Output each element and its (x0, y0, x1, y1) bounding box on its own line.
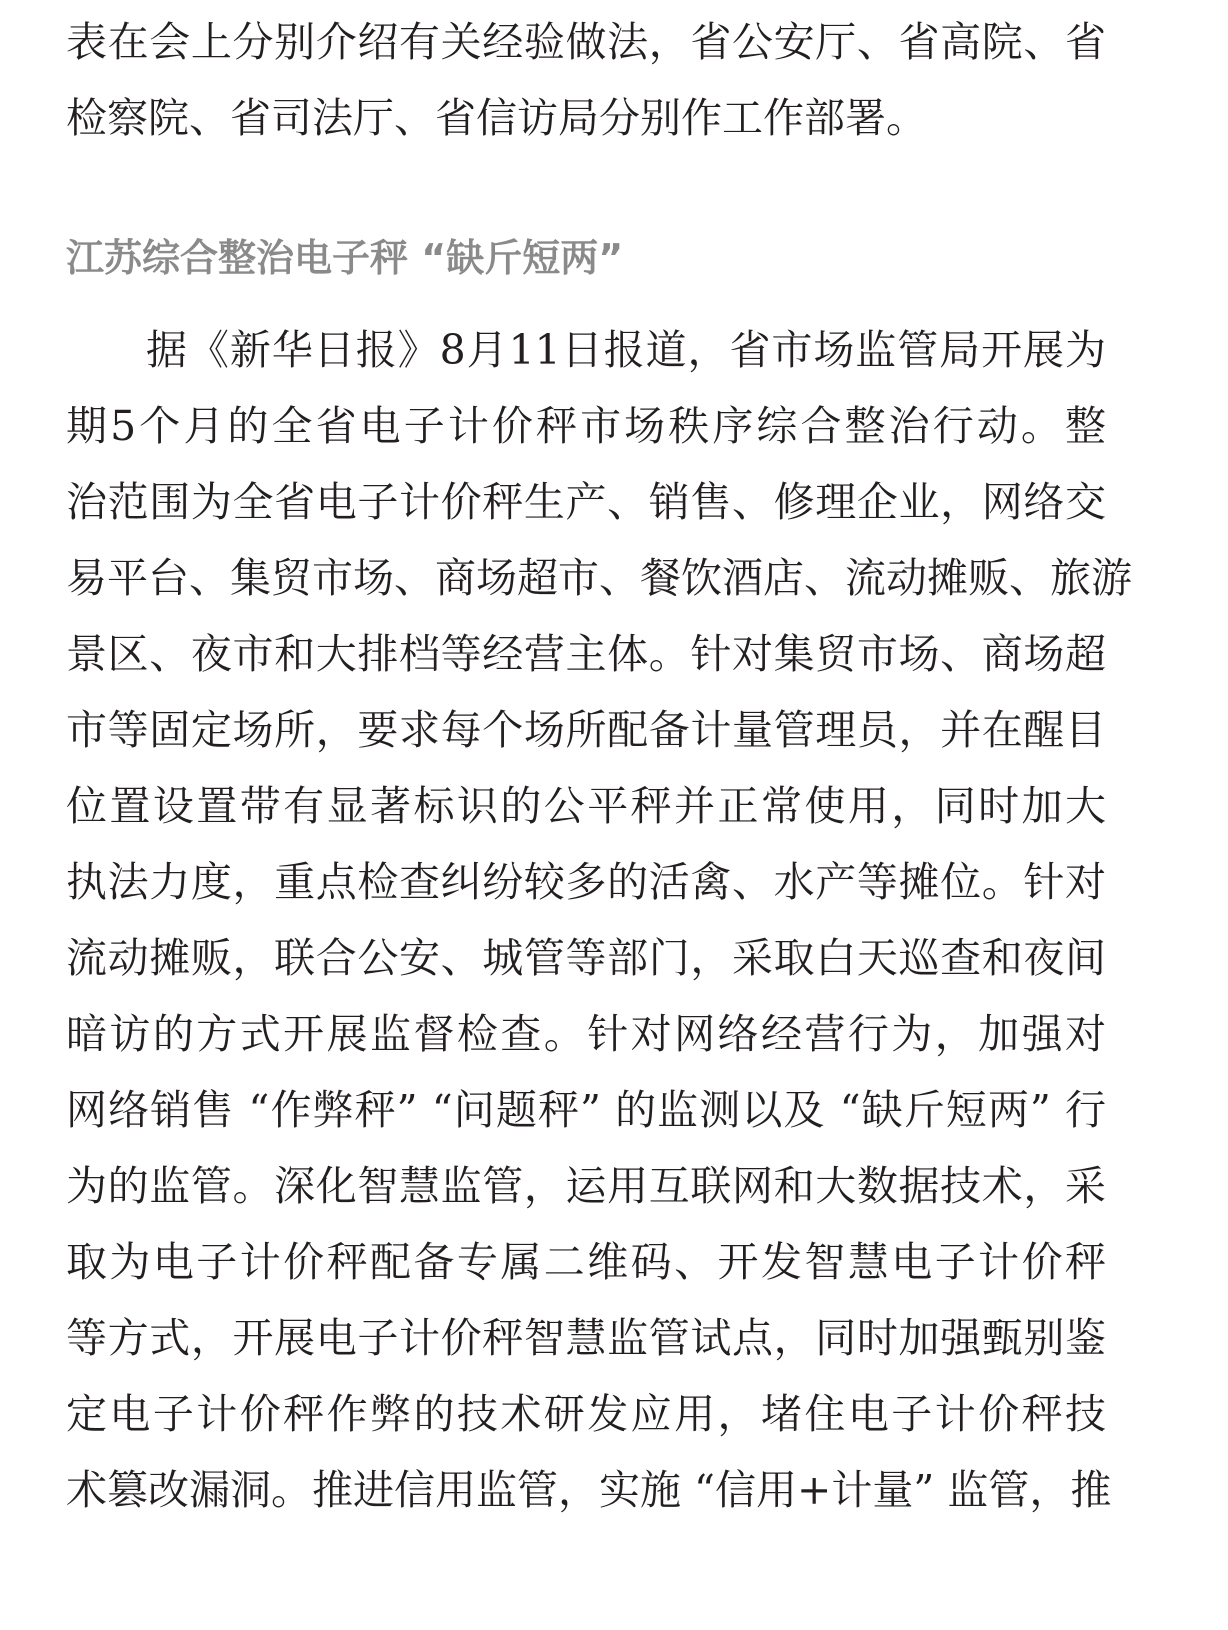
article-line-5: 景区、夜市和大排档等经营主体。针对集贸市场、商场超 (66, 630, 1106, 678)
article-line-10: 暗访的方式开展监督检查。针对网络经营行为，加强对 (66, 1010, 1106, 1058)
article-line-9: 流动摊贩，联合公安、城管等部门，采取白天巡查和夜间 (66, 934, 1106, 982)
article-line-4: 易平台、集贸市场、商场超市、餐饮酒店、流动摊贩、旅游 (66, 554, 1132, 602)
article-line-14: 等方式，开展电子计价秤智慧监管试点，同时加强甄别鉴 (66, 1314, 1106, 1362)
article-line-12: 为的监管。深化智慧监管，运用互联网和大数据技术，采 (66, 1162, 1106, 1210)
article-heading: 江苏综合整治电子秤 “缺斤短两” (66, 236, 624, 280)
article-line-8: 执法力度，重点检查纠纷较多的活禽、水产等摊位。针对 (66, 858, 1106, 906)
article-line-13: 取为电子计价秤配备专属二维码、开发智慧电子计价秤 (66, 1238, 1106, 1286)
article-line-15: 定电子计价秤作弊的技术研发应用，堵住电子计价秤技 (66, 1390, 1106, 1438)
article-line-11: 网络销售 “作弊秤” “问题秤” 的监测以及 “缺斤短两” 行 (66, 1086, 1106, 1134)
article-line-3: 治范围为全省电子计价秤生产、销售、修理企业，网络交 (66, 478, 1106, 526)
article-line-1: 据《新华日报》8月11日报道，省市场监管局开展为 (146, 326, 1106, 374)
article-line-6: 市等固定场所，要求每个场所配备计量管理员，并在醒目 (66, 706, 1106, 754)
article-line-7: 位置设置带有显著标识的公平秤并正常使用，同时加大 (66, 782, 1106, 830)
article-line-2: 期5个月的全省电子计价秤市场秩序综合整治行动。整 (66, 402, 1106, 450)
intro-line-2: 检察院、省司法厅、省信访局分别作工作部署。 (66, 94, 927, 142)
intro-line-1: 表在会上分别介绍有关经验做法，省公安厅、省高院、省 (66, 18, 1106, 66)
article-line-16: 术篡改漏洞。推进信用监管，实施 “信用+计量” 监管，推 (66, 1466, 1112, 1514)
